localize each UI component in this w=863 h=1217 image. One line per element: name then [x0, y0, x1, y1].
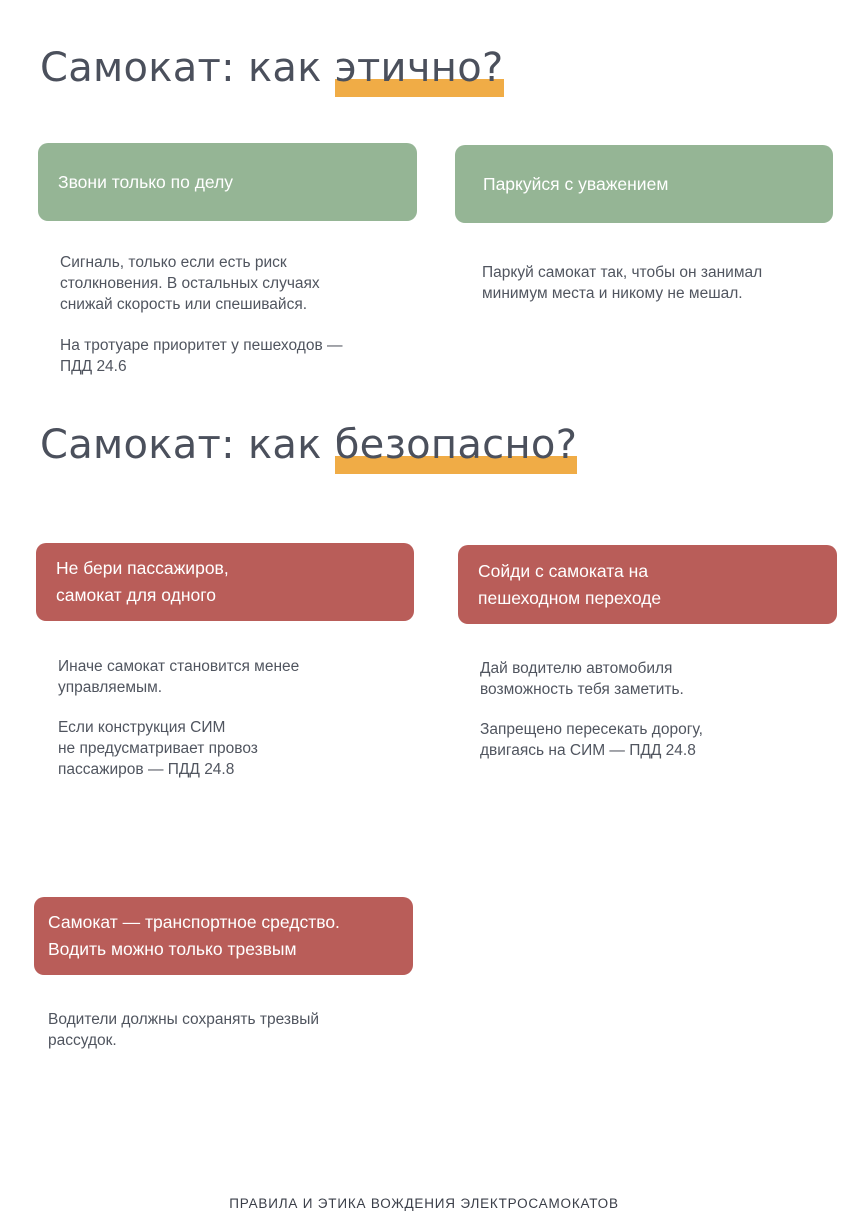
safety-card-passengers: Не бери пассажиров, самокат для одного — [36, 543, 414, 621]
safety-card-sober: Самокат — транспортное средство. Водить можно только трезвым — [34, 897, 413, 975]
safety-title-highlight: безопасно? — [334, 422, 578, 468]
ethics-card-parking: Паркуйся с уважением — [455, 145, 833, 223]
safety-section-title — [40, 423, 577, 467]
ethics-title-prefix: Самокат: как — [40, 45, 335, 91]
safety-card-passengers-text-1: Иначе самокат становится менее управляемым. — [58, 658, 300, 696]
ethics-section-title — [40, 46, 504, 90]
safety-card-crossing-text-2: Запрещено пересекать дорогу, двигаясь на СИМ — ПДД 24.8 — [480, 721, 703, 759]
safety-card-crossing: Сойди с самоката на пешеходном переходе — [458, 545, 837, 624]
safety-card-passengers-text-2: Если конструкция СИМ не предусматривает провоз пассажиров — ПДД 24.8 — [58, 719, 258, 778]
ethics-title-highlight: этично? — [334, 45, 504, 91]
ethics-card-honk: Звони только по делу — [38, 143, 417, 221]
safety-card-sober-text-1: Водители должны сохранять трезвый рассудок. — [48, 1011, 320, 1049]
ethics-card-parking-text-1: Паркуй самокат так, чтобы он занимал минимум места и никому не мешал. — [482, 264, 763, 302]
footer-title: ПРАВИЛА И ЭТИКА ВОЖДЕНИЯ ЭЛЕКТРОСАМОКАТОВ — [229, 1196, 619, 1211]
safety-card-crossing-text-1: Дай водителю автомобиля возможность тебя заметить. — [480, 660, 684, 698]
ethics-card-honk-text-1: Сигналь, только если есть риск столкновения. В остальных случаях снижай скорость или спешивайся. — [60, 254, 320, 313]
safety-title-prefix: Самокат: как — [40, 422, 335, 468]
ethics-card-honk-text-2: На тротуаре приоритет у пешеходов — ПДД 24.6 — [60, 337, 343, 375]
